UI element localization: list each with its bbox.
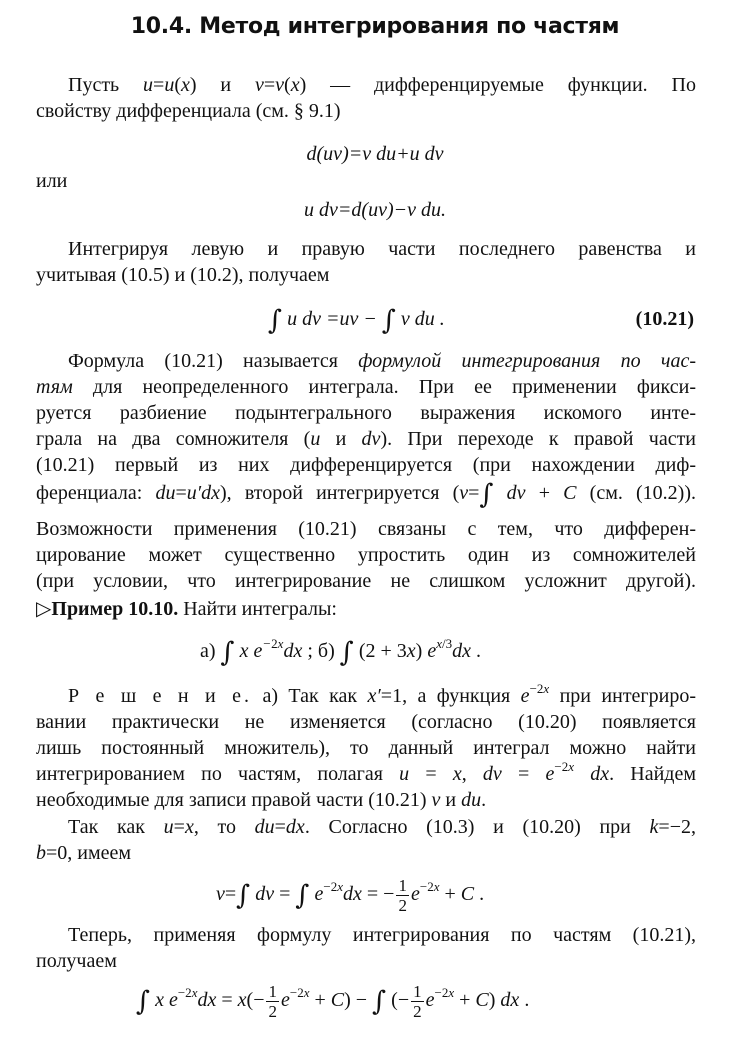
text-line: Так как u=x, то du=dx. Согласно (10.3) и (10.20) при k=−2, — [68, 816, 696, 838]
equation-differential-product: d(uv)=v du+u dv — [306, 143, 444, 165]
text-line: грала на два сомножителя (u и dv). При переходе к правой части — [36, 428, 697, 450]
paragraph-integrating — [36, 236, 696, 288]
paragraph-solution — [36, 683, 696, 813]
text-line: Формула (10.21) называется формулой интегрирования по час- — [68, 350, 696, 372]
text-line: ференциала: du=u′dx), второй интегрируется (v=∫ dv + C (см. (10.2)). — [36, 479, 696, 510]
text-line: лишь постоянный множитель), то данный интеграл можно найти — [36, 737, 696, 759]
text-line: Р е ш е н и е. а) Так как x′=1, а функция $e^{-2x}$ при интегриро- — [68, 681, 697, 707]
text-line: цирование может существенно упростить один из сомножителей — [36, 544, 696, 566]
text-line: Интегрируя левую и правую части последнего равенства и — [68, 238, 696, 260]
text-line: b=0, имеем — [36, 842, 132, 864]
paragraph-possibilities — [36, 516, 696, 594]
text-line: учитывая (10.5) и (10.2), получаем — [36, 264, 330, 286]
text-line: (при условии, что интегрирование не слишком усложнит другой). — [36, 570, 696, 592]
text-line: свойству дифференциала (см. § 9.1) — [36, 100, 341, 122]
text-line: Пусть u=u(x) и v=v(x) — дифференцируемые функции. По — [68, 74, 696, 96]
text-line: интегрированием по частям, полагая u = x, dv = $e^{-2x}$ dx. Найдем — [36, 759, 697, 785]
text-line: тям для неопределенного интеграла. При ее применении фикси- — [36, 376, 696, 398]
equation-u-dv: u dv=d(uv)−v du. — [304, 199, 446, 221]
document-page: 10.4. Метод интегрирования по частям Пусть u=u(x) и v=v(x) — дифференцируемые функции. По свойству дифференциала (см. § 9.1) d(uv)=v du+u dv или u dv=d(uv)−v du. Интегрируя левую и правую части последнего равенства и учитывая (10.5) и (10.2), получаем ∫ u dv =uv − ∫ v du . (10.21) Формула (10.21) называется формулой интегрирования по час- тям для неопределенного интеграла. При ее применении фикси- руется разбиение подынтегрального выражения искомого инте- грала на два сомножителя (u и dv). При переходе к правой части (10.21) первый из них дифференцируется (при нахождении диф- ференциала: du=u′dx), второй интегрируется (v=∫ dv + C (см. (10.2)). Возможности применения (10.21) связаны с тем, что дифферен- цирование может существенно упростить один из сомножителей (при условии, что интегрирование не слишком усложнит другой). ▷Пример 10.10. Найти интегралы: а) ∫ x $e^{-2x}dx$ ; б) ∫ (2 + 3x) $e^{x/3}dx$ . Р е ш е н и е. а) Так как x′=1, а функция $e^{-2x}$ при интегриро- вании практически не изменяется (согласно (10.20) появляется лишь постоянный множитель), то данный интеграл можно найти интегрированием по частям, полагая u = x, dv = $e^{-2x}$ dx. Найдем необходимые для записи правой части (10.21) v и du. Так как u=x, то du=dx. Согласно (10.3) и (10.20) при k=−2, b=0, имеем v=∫ dv = ∫ $e^{-2x}dx$ = − $\frac{1}{2}$ $e^{-2x} + C$ . Теперь, применяя формулу интегрирования по частям (10.21), получаем ∫ x $e^{-2x}dx = x(-$ $\frac{1}{2}$ $e^{-2x} + C$) − ∫ (− $\frac{1}{2}$ $e^{-2x} + C$) dx . — [0, 0, 750, 1037]
example-text: Найти интегралы: — [183, 598, 337, 620]
example-heading — [36, 596, 696, 622]
text-line: Теперь, применяя формулу интегрирования по частям (10.21), — [68, 924, 696, 946]
example-label: ▷Пример 10.10. — [36, 598, 179, 620]
text-line: необходимые для записи правой части (10.21) v и du. — [36, 789, 487, 811]
section-heading: 10.4. Метод интегрирования по частям — [130, 14, 620, 39]
paragraph-formula-definition — [36, 348, 696, 510]
paragraph-intro — [36, 72, 696, 124]
text-line: получаем — [36, 950, 117, 972]
equation-number: (10.21) — [635, 308, 694, 330]
text-or: или — [36, 170, 68, 192]
text-line: (10.21) первый из них дифференцируется (при нахождении диф- — [36, 454, 696, 476]
text-line — [36, 596, 696, 622]
paragraph-now — [36, 922, 696, 974]
paragraph-since-u-x — [36, 814, 696, 866]
solution-label: Р е ш е н и е. — [68, 685, 253, 707]
text-line: Возможности применения (10.21) связаны с тем, что дифферен- — [36, 518, 696, 540]
text-line: вании практически не изменяется (согласно (10.20) появляется — [36, 711, 696, 733]
text-line: руется разбиение подынтегрального выражения искомого инте- — [36, 402, 696, 424]
